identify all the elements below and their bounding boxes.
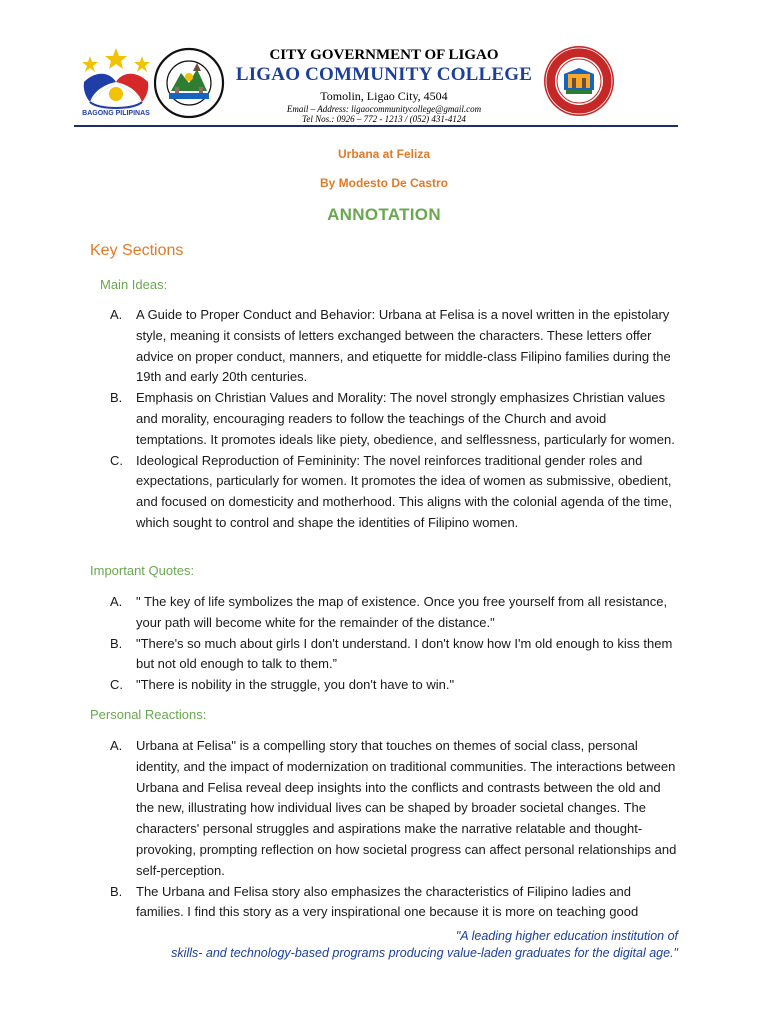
list-item bbox=[110, 592, 680, 634]
list-item bbox=[110, 451, 680, 534]
city-seal-icon bbox=[153, 47, 225, 119]
list-item bbox=[110, 675, 680, 696]
footer-line-2: skills- and technology-based programs producing value-laden graduates for the digital age." bbox=[171, 946, 678, 960]
letterhead-text bbox=[225, 47, 543, 124]
college-address: Tomolin, Ligao City, 4504 bbox=[320, 89, 448, 103]
letterhead bbox=[0, 0, 768, 130]
list-item bbox=[110, 388, 680, 450]
list-marker: A. bbox=[110, 738, 123, 753]
list-item-text: "There is nobility in the struggle, you don't have to win." bbox=[136, 677, 455, 693]
list-item bbox=[110, 736, 680, 882]
main-ideas-list bbox=[110, 305, 680, 534]
list-marker: C. bbox=[110, 452, 123, 468]
list-item-text: " The key of life symbolizes the map of existence. Once you free yourself from all resistance, your path will become white for the remainder of the distance." bbox=[136, 594, 668, 630]
list-marker: B. bbox=[110, 883, 123, 899]
bagong-pilipinas-logo bbox=[76, 44, 156, 122]
list-marker: B. bbox=[110, 390, 123, 406]
list-item-text: Emphasis on Christian Values and Morality: The novel strongly emphasizes Christian values and morality, encouraging readers to follow the teachings of the Church and avoid temptations. It promotes ideals like piety, obedience, and selflessness, particularly for women. bbox=[136, 390, 675, 447]
list-item-text: Urbana at Felisa" is a compelling story that touches on themes of social class, personal identity, and the impact of modernization on traditional communities. The interactions between Urbana and Felisa reveal deep insights into the conflicts and contrasts between the old and the new, illustrating how individual lives can be shaped by broader societal changes. The characters' personal struggles and aspirations make the narrative relatable and thought-provoking, prompting reflection on how societal progress can affect personal relationships and self-perception. bbox=[136, 738, 677, 878]
letterhead-divider bbox=[74, 125, 678, 127]
list-marker: C. bbox=[110, 677, 123, 693]
college-seal-icon bbox=[542, 44, 616, 118]
annotation-heading: ANNOTATION bbox=[327, 205, 441, 224]
key-sections-heading: Key Sections bbox=[90, 242, 184, 259]
list-item bbox=[110, 634, 680, 676]
list-item-text: A Guide to Proper Conduct and Behavior: Urbana at Felisa is a novel written in the epistolary style, meaning it consists of letters exchanged between the characters. These letters offer advice on proper conduct, manners, and etiquette for middle-class Filipino families during the 19th and early 20th centuries. bbox=[136, 307, 671, 385]
list-marker: A. bbox=[110, 307, 123, 322]
list-item-text: The Urbana and Felisa story also emphasizes the characteristics of Filipino ladies and families. I find this story as a very inspirational one because it is more on teaching good bbox=[136, 883, 639, 920]
college-vision-footer bbox=[171, 928, 678, 962]
main-ideas-heading: Main Ideas: bbox=[100, 277, 168, 292]
work-title: Urbana at Feliza bbox=[337, 147, 431, 161]
college-telephone: Tel Nos.: 0926 – 772 - 1213 / (052) 431-4124 bbox=[302, 114, 466, 124]
bagong-pilipinas-label: BAGONG PILIPINAS bbox=[82, 110, 150, 117]
college-name: LIGAO COMMUNITY COLLEGE bbox=[235, 64, 533, 85]
college-email: Email – Address: ligaocommunitycollege@gmail.com bbox=[286, 104, 482, 114]
list-item-text: "There's so much about girls I don't understand. I don't know how I'm old enough to kiss them but not old enough to talk to them.” bbox=[136, 635, 673, 672]
list-item-text: Ideological Reproduction of Femininity: The novel reinforces traditional gender roles and expectations, particularly for women. It promotes the idea of women as submissive, obedient, and focused on domesticity and motherhood. This aligns with the colonial agenda of the time, which sought to control and shape the identities of Filipino women. bbox=[136, 452, 672, 530]
important-quotes-heading: Important Quotes: bbox=[90, 563, 195, 578]
list-marker: A. bbox=[110, 594, 123, 609]
city-government-title: CITY GOVERNMENT OF LIGAO bbox=[269, 47, 499, 63]
work-author: By Modesto De Castro bbox=[319, 176, 449, 190]
list-item bbox=[110, 305, 680, 388]
personal-reactions-heading: Personal Reactions: bbox=[90, 707, 207, 722]
city-official-seal bbox=[153, 47, 225, 119]
important-quotes-list bbox=[110, 592, 680, 696]
personal-reactions-list bbox=[110, 736, 680, 923]
list-item bbox=[110, 882, 680, 924]
footer-line-1: "A leading higher education institution of bbox=[455, 929, 678, 943]
list-marker: B. bbox=[110, 635, 123, 651]
college-seal bbox=[542, 44, 616, 118]
